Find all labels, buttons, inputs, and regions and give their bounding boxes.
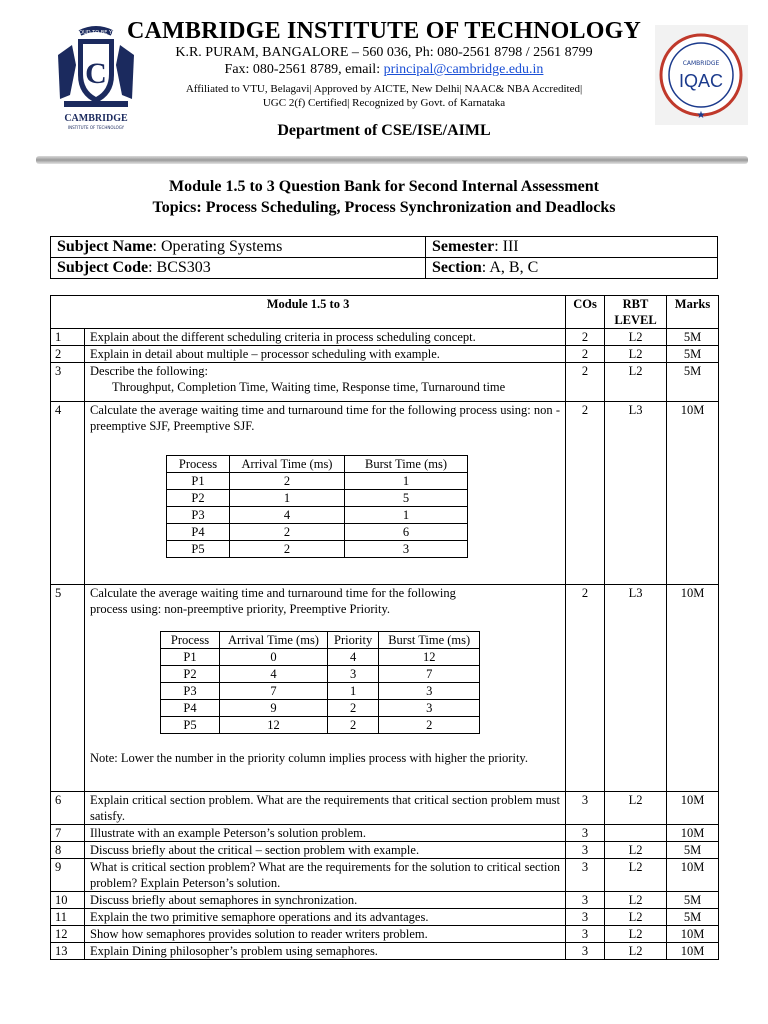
question-text: Explain critical section problem. What are the requirements that critical section problem must satisfy.	[85, 792, 566, 825]
iqac-small-text: CAMBRIDGE	[682, 60, 720, 67]
title-line-2: Topics: Process Scheduling, Process Synchronization and Deadlocks	[152, 199, 616, 216]
department-name: Department of CSE/ISE/AIML	[277, 122, 491, 139]
table-row: 8 Discuss briefly about the critical – section problem with example. 3 L2 5M	[51, 842, 719, 859]
table-row: 9 What is critical section problem? What are the requirements for the solution to critical section problem? Explain Peterson’s solution. 3 L2 10M	[51, 859, 719, 892]
email-link[interactable]: principal@cambridge.edu.in	[383, 62, 544, 77]
table-row: 6 Explain critical section problem. What are the requirements that critical section problem must satisfy. 3 L2 10M	[51, 792, 719, 825]
affiliation-line-1: Affiliated to VTU, Belagavi| Approved by AICTE, New Delhi| NAAC& NBA Accredited|	[185, 83, 583, 95]
svg-text:C: C	[85, 57, 107, 90]
question-text: Discuss briefly about the critical – section problem with example.	[85, 842, 566, 859]
question-text: What is critical section problem? What are the requirements for the solution to critical section problem? Explain Peterson’s solution.	[85, 859, 566, 892]
table-row: 1 Explain about the different scheduling criteria in process scheduling concept. 2 L2 5M	[51, 329, 719, 346]
subject-info-table	[50, 236, 718, 279]
header-cos: COs	[566, 296, 605, 329]
table-row: 12 Show how semaphores provides solution to reader writers problem. 3 L2 10M	[51, 926, 719, 943]
section-cell: Section: A, B, C	[426, 258, 718, 279]
question-text: Illustrate with an example Peterson’s solution problem.	[85, 825, 566, 842]
table-header-row	[51, 296, 719, 329]
priority-note: Note: Lower the number in the priority column implies process with higher the priority.	[90, 751, 528, 765]
institute-address: K.R. PURAM, BANGALORE – 560 036, Ph: 080-2561 8798 / 2561 8799	[175, 45, 593, 60]
header-module: Module 1.5 to 3	[51, 296, 566, 329]
table-row: 13 Explain Dining philosopher’s problem using semaphores. 3 L2 10M	[51, 943, 719, 960]
priority-process-table: Process Arrival Time (ms) Priority Burst Time (ms) P1 0 4 12 P2 4 3 7 P3 7 1 3 P4 9 2 3 P5 12 2 2	[160, 631, 480, 734]
document-titles	[0, 176, 768, 218]
semester-cell: Semester: III	[426, 237, 718, 258]
logo-ribbon-text: PROUD TO BE YOU	[72, 30, 120, 36]
question-text: Explain about the different scheduling criteria in process scheduling concept.	[85, 329, 566, 346]
question-text: Explain the two primitive semaphore operations and its advantages.	[85, 909, 566, 926]
logo-left-sub: INSTITUTE OF TECHNOLOGY	[67, 125, 125, 130]
table-row: 3 Describe the following: Throughput, Completion Time, Waiting time, Response time, Turnaround time 2 L2 5M	[51, 363, 719, 402]
header-divider	[36, 156, 748, 164]
question-bank-table	[50, 295, 719, 960]
table-row: 5 Calculate the average waiting time and turnaround time for the following process using: non-preemptive priority, Preemptive Priority. Process Arrival Time (ms) Priority Burst Time (ms) P1 0 4 12 P2 4 3 7 P3 7 1 3 P4 9 2 3 P5 12 2 2 Note: Lower the number in the priority column implies process with higher the priority. 2 L3 10M	[51, 585, 719, 792]
table-row: 10 Discuss briefly about semaphores in synchronization. 3 L2 5M	[51, 892, 719, 909]
affiliation-line-2: UGC 2(f) Certified| Recognized by Govt. of Karnataka	[262, 97, 506, 109]
question-text: Explain Dining philosopher’s problem using semaphores.	[85, 943, 566, 960]
question-text: Calculate the average waiting time and turnaround time for the following process using: non - preemptive SJF, Preemptive SJF. Process Arrival Time (ms) Burst Time (ms) P1 2 1 P2 1 5 P3 4 1 P4 2 6 P5 2 3	[85, 402, 566, 585]
sjf-process-table: Process Arrival Time (ms) Burst Time (ms) P1 2 1 P2 1 5 P3 4 1 P4 2 6 P5 2 3	[166, 455, 468, 558]
subject-name-cell: Subject Name: Operating Systems	[51, 237, 426, 258]
table-row: 4 Calculate the average waiting time and turnaround time for the following process using: non - preemptive SJF, Preemptive SJF. Process Arrival Time (ms) Burst Time (ms) P1 2 1 P2 1 5 P3 4 1 P4 2 6 P5 2 3 2 L3 10M	[51, 402, 719, 585]
question-text: Explain in detail about multiple – processor scheduling with example.	[85, 346, 566, 363]
title-line-1: Module 1.5 to 3 Question Bank for Second Internal Assessment	[169, 178, 599, 195]
table-row: 11 Explain the two primitive semaphore operations and its advantages. 3 L2 5M	[51, 909, 719, 926]
svg-text:★: ★	[696, 110, 706, 121]
fax-text: Fax: 080-2561 8789, email:	[224, 62, 384, 77]
iqac-logo	[655, 25, 748, 125]
table-row: 2 Explain in detail about multiple – processor scheduling with example. 2 L2 5M	[51, 346, 719, 363]
subject-code-cell: Subject Code: BCS303	[51, 258, 426, 279]
question-text: Calculate the average waiting time and turnaround time for the following process using: non-preemptive priority, Preemptive Priority. Process Arrival Time (ms) Priority Burst Time (ms) P1 0 4 12 P2 4 3 7 P3 7 1 3 P4 9 2 3 P5 12 2 2 Note: Lower the number in the priority column implies process with higher the priority.	[85, 585, 566, 792]
header-marks: Marks	[667, 296, 719, 329]
header-rbt: RBT LEVEL	[605, 296, 667, 329]
iqac-text: IQAC	[678, 71, 724, 91]
question-text: Show how semaphores provides solution to reader writers problem.	[85, 926, 566, 943]
letterhead	[120, 18, 648, 140]
question-text: Discuss briefly about semaphores in synchronization.	[85, 892, 566, 909]
institute-name: CAMBRIDGE INSTITUTE OF TECHNOLOGY	[126, 18, 642, 44]
institute-contact	[120, 61, 648, 78]
table-row: 7 Illustrate with an example Peterson’s solution problem. 3 10M	[51, 825, 719, 842]
question-text: Describe the following: Throughput, Completion Time, Waiting time, Response time, Turnaround time	[85, 363, 566, 402]
logo-left-name: CAMBRIDGE	[64, 113, 128, 124]
